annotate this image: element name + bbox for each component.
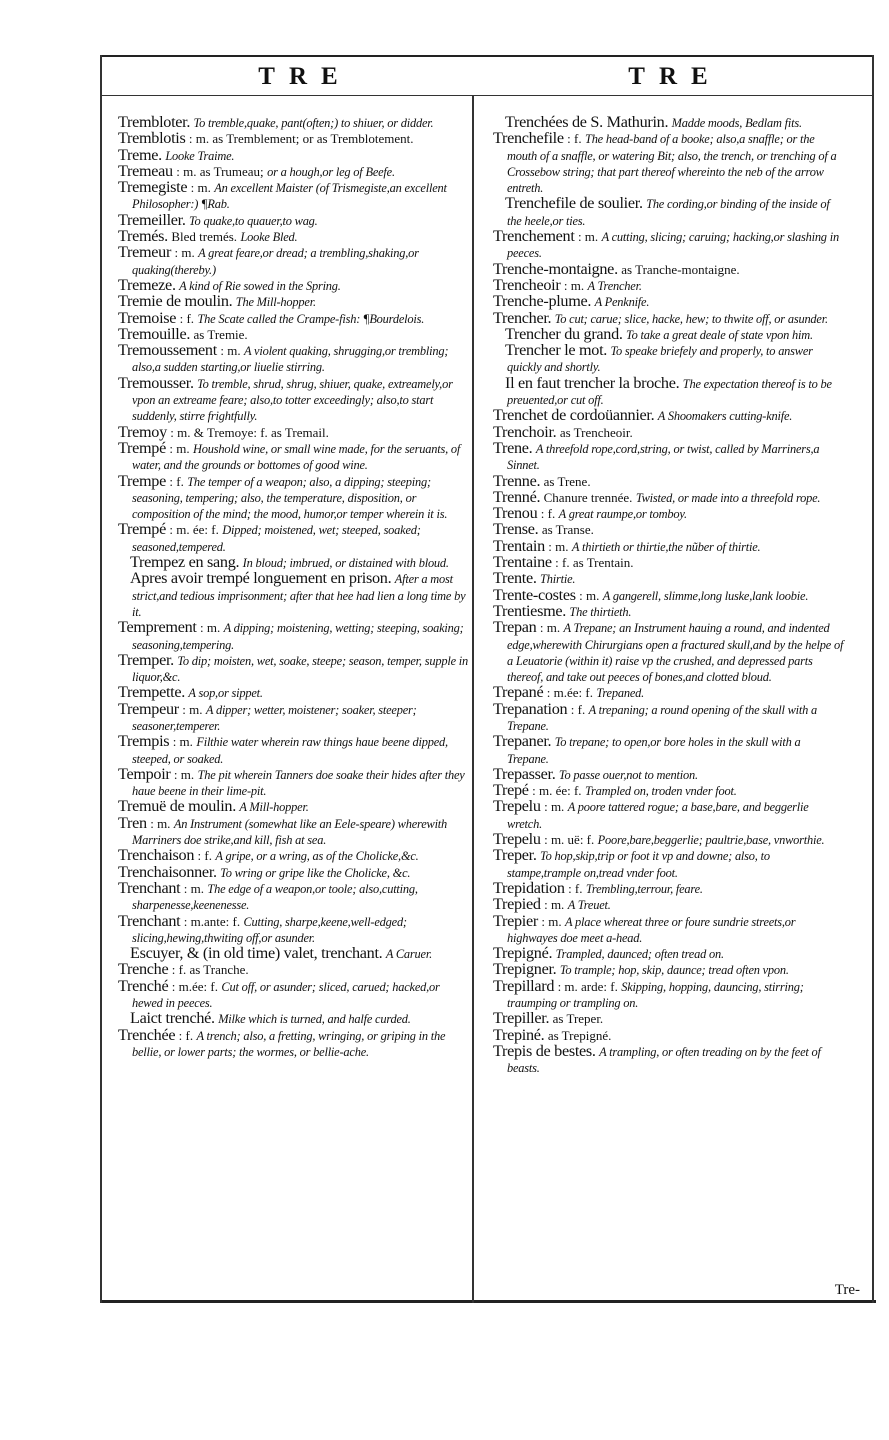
grammar-note: : m. <box>577 229 599 245</box>
dictionary-entry <box>118 1025 468 1061</box>
dictionary-entry <box>118 911 468 947</box>
dictionary-entry <box>493 764 845 783</box>
definition: The pit wherein Tanners doe soake their hides after they haue beene in their lime-pit. <box>132 767 465 799</box>
headword: Trentaine <box>493 553 552 572</box>
grammar-note: : f. <box>570 701 586 717</box>
headword: Trenchaison <box>118 846 195 865</box>
headword: Treme. <box>118 145 162 164</box>
definition: To hop,skip,trip or foot it vp and downe; also, to stampe,trample on,tread vnder foot. <box>507 849 770 880</box>
dictionary-entry <box>118 734 468 767</box>
running-head-right: TRE <box>628 63 722 90</box>
bottom-rule <box>102 1300 876 1303</box>
definition: Trepaned. <box>596 686 645 701</box>
left-rule <box>100 55 102 1303</box>
definition: To passe ouer,not to mention. <box>558 767 698 782</box>
dictionary-entry <box>118 471 468 523</box>
headword: Trense. <box>493 520 539 539</box>
definition: To cut; carue; slice, hacke, hew; to thwite off, or asunder. <box>554 311 828 326</box>
definition: Twisted, or made into a threefold rope. <box>635 490 821 505</box>
headword: Tremés. <box>118 227 168 246</box>
headword: Trentiesme. <box>493 601 566 620</box>
definition: Poore,bare,beggerlie; paultrie,base, vnworthie. <box>597 833 825 848</box>
dictionary-entry <box>118 210 468 229</box>
grammar-note: : f. <box>197 848 212 864</box>
sub-entry <box>493 373 845 409</box>
headword: Trentain <box>493 536 545 555</box>
dictionary-entry <box>118 620 468 653</box>
sub-entry <box>118 571 468 620</box>
definition: Trembling,terrour, feare. <box>585 881 703 896</box>
grammar-note: : f. <box>179 310 195 326</box>
definition: The temper of a weapon; also, a dipping; steeping; seasoning, tempering; also, the temperature, disposition, or composition of the mind; the mood, humor,or temper wherein it is. <box>132 474 448 522</box>
grammar-note: : f. <box>568 880 583 896</box>
grammar-note: Chanure trennée. <box>543 489 633 505</box>
definition: Dipped; moistened, wet; steeped, soaked; seasoned,tempered. <box>132 523 421 554</box>
definition: The edge of a weapon,or toole; also,cutting, sharpenesse,keenenesse. <box>132 881 418 913</box>
headword: Trepier <box>493 911 538 930</box>
headword: Trepiller. <box>493 1009 550 1028</box>
dictionary-entry <box>493 699 845 735</box>
headword: Laict trenché. <box>130 1009 215 1028</box>
headword: Tempoir <box>118 764 171 783</box>
headword: Il en faut trencher la broche. <box>505 373 680 392</box>
headword: Trenchant <box>118 878 181 897</box>
definition: In bloud; imbrued, or distained with bloud. <box>242 556 449 571</box>
grammar-note: : m. <box>544 799 565 815</box>
headword: Trempette. <box>118 683 185 702</box>
grammar-note: : m. arde: f. <box>557 978 618 994</box>
definition: Trampled, daunced; often tread on. <box>555 947 724 962</box>
grammar-note: : m. ée: f. <box>169 522 219 538</box>
dictionary-entry <box>118 699 468 735</box>
definition: Thirtie. <box>540 572 576 587</box>
grammar-note: : m. <box>544 897 565 913</box>
headword: Trepigné. <box>493 944 553 963</box>
grammar-note: : m. <box>579 587 600 603</box>
dictionary-entry <box>118 976 468 1012</box>
headword: Trenchet de cordoüannier. <box>493 406 655 425</box>
grammar-note: : m. <box>150 815 171 831</box>
grammar-note: : m. <box>220 343 241 359</box>
grammar-note: : m. <box>541 913 562 929</box>
dictionary-entry <box>493 911 845 947</box>
dictionary-entry <box>118 962 468 978</box>
definition: Madde moods, Bedlam fits. <box>671 116 802 130</box>
grammar-note: : m. <box>190 180 211 196</box>
definition: Trampled on, troden vnder foot. <box>584 784 737 799</box>
headword: Trepé <box>493 781 529 800</box>
headword: Trepidation <box>493 878 565 897</box>
headword: Trenché <box>118 976 169 995</box>
definition: Houshold wine, or small wine made, for the seruants, of water, and the grounds or bottomes of good wine. <box>132 441 461 473</box>
headword: Trenchement <box>493 227 575 246</box>
headword: Trempeur <box>118 699 179 718</box>
headword: Tremouille. <box>118 324 191 343</box>
dictionary-entry <box>493 976 845 1012</box>
dictionary-entry <box>493 799 845 832</box>
definition: A trepaning; a round opening of the skull with a Trepane. <box>507 702 818 733</box>
headword: Trepelu <box>493 830 541 849</box>
definition: To speake briefely and properly, to answer quickly and shortly. <box>507 344 813 375</box>
dictionary-entry <box>493 487 845 506</box>
left-column <box>118 115 468 1060</box>
headword: Trenche-montaigne. <box>493 259 618 278</box>
dictionary-entry <box>118 650 469 686</box>
headword: Tremoussement <box>118 341 217 360</box>
headword: Trenne. <box>493 471 541 490</box>
definition: The Scate called the Crampe-fish: ¶Bourdelois. <box>197 311 425 326</box>
definition: Looke Bled. <box>240 230 298 245</box>
headword: Trepis de bestes. <box>493 1041 596 1060</box>
dictionary-entry <box>493 522 845 538</box>
dictionary-entry <box>118 522 468 555</box>
headword: Tremeur <box>118 243 172 262</box>
headword: Trencher le mot. <box>505 341 608 360</box>
definition: To quake,to quauer,to wag. <box>189 213 318 228</box>
definition: To trample; hop, skip, daunce; tread often vpon. <box>559 963 789 978</box>
headword: Trepiné. <box>493 1025 545 1044</box>
definition: After a most strict,and tedious imprisonment; after that hee had lien a long time by it. <box>132 572 466 619</box>
grammar-note: : m. <box>174 245 195 261</box>
grammar-note: : m. & Tremoye: f. as Tremail. <box>170 424 329 440</box>
headword: Trente. <box>493 569 537 588</box>
dictionary-entry <box>493 601 845 620</box>
headword: Trempé <box>118 520 166 539</box>
grammar-note: : m. ée: f. <box>532 783 582 799</box>
headword: Tremegiste <box>118 178 188 197</box>
headword: Trenchaisonner. <box>118 862 217 881</box>
grammar-note: as Trepigné. <box>547 1027 612 1043</box>
headword: Tremblotis <box>118 129 186 148</box>
grammar-note: : m. <box>173 766 195 782</box>
headword: Trenchefile <box>493 129 564 148</box>
dictionary-entry <box>118 245 468 278</box>
grammar-note: : m. <box>169 440 190 456</box>
headword: Trepied <box>493 895 541 914</box>
grammar-note: : m.ante: f. <box>183 913 241 929</box>
grammar-note: : m. <box>539 620 561 636</box>
headword: Trencher du grand. <box>505 324 623 343</box>
definition: To tremble,quake, pant(often;) to shiuer, or didder. <box>193 116 434 130</box>
headword: Tremblоter. <box>118 113 191 131</box>
headword: Trepillard <box>493 976 555 995</box>
headword: Trencheoir <box>493 275 561 294</box>
headword: Tremuë de moulin. <box>118 797 236 816</box>
headword: Tremoise <box>118 308 177 327</box>
definition: A trench; also, a fretting, wringing, or griping in the bellie, or lower parts; the wormes, or bellie-ache. <box>132 1028 446 1059</box>
headword: Trenchant <box>118 911 181 930</box>
definition: Looke Traime. <box>165 148 235 163</box>
dictionary-entry <box>493 734 845 767</box>
grammar-note: : f. <box>567 131 582 147</box>
definition: A sop,or sippet. <box>188 686 263 701</box>
grammar-note: as Trene. <box>543 473 591 489</box>
definition: To wring or gripe like the Cholicke, &c. <box>220 865 411 880</box>
headword: Temprement <box>118 618 197 637</box>
definition: A thirtieth or thirtie,the nũber of thirtie. <box>571 539 761 554</box>
catchword: Tre- <box>834 1282 860 1298</box>
headword: Trepigner. <box>493 960 557 979</box>
grammar-note: : f. as Trentain. <box>555 555 634 571</box>
dictionary-entry <box>118 180 468 213</box>
dictionary-entry <box>118 764 468 800</box>
definition: A kind of Rie sowed in the Spring. <box>179 278 341 293</box>
headword: Trempe <box>118 471 166 490</box>
grammar-note: : f. <box>178 1027 194 1043</box>
definition: A cutting, slicing; caruing; hacking,or slashing in peeces. <box>507 230 839 261</box>
definition: The Mill-hopper. <box>235 295 316 310</box>
dictionary-entry <box>493 620 845 685</box>
dictionary-entry <box>493 1041 845 1077</box>
grammar-note: : m. <box>548 538 569 554</box>
definition: To trepane; to open,or bore holes in the skull with a Trepane. <box>507 735 801 766</box>
dictionary-entry <box>493 555 845 571</box>
headword: Trenche-plume. <box>493 292 592 311</box>
grammar-note: : m. <box>183 880 204 896</box>
dictionary-entry <box>118 422 468 441</box>
definition: An Instrument (somewhat like an Eele-speare) wherewith Marriners doe strike,and kill, fish at sea. <box>132 816 448 848</box>
dictionary-entry <box>493 422 845 441</box>
running-head-left: TRE <box>258 63 352 90</box>
dictionary-entry <box>493 897 845 913</box>
headword: Treper. <box>493 846 537 865</box>
definition: To take a great deale of state vpon him. <box>626 327 813 342</box>
sub-entry <box>493 343 845 376</box>
dictionary-entry <box>118 373 468 425</box>
dictionary-entry <box>493 471 845 490</box>
definition: A Caruer. <box>385 947 432 962</box>
headword: Trepan <box>493 618 537 637</box>
headword: Trenchoir. <box>493 422 557 441</box>
headword: Trepanation <box>493 699 568 718</box>
definition: or a hough,or leg of Beefe. <box>267 164 395 179</box>
headword: Tremousser. <box>118 373 194 392</box>
headword: Tremeze. <box>118 275 176 294</box>
grammar-note: Bled tremés. <box>171 229 238 245</box>
headword: Trenchefile de soulier. <box>505 194 643 213</box>
headword: Tren <box>118 813 147 832</box>
definition: Skipping, hopping, dauncing, stirring; traumping or trampling on. <box>507 979 804 1011</box>
definition: The head-band of a booke; also,a snaffle; or the mouth of a snaffle, or watering Bit; also, the trench, or trenching of a Crossebow string; that part thereof whereinto the neb of the arrow entreth. <box>507 132 837 196</box>
definition: Cut off, or asunder; sliced, carued; hacked,or hewed in peeces. <box>132 979 440 1011</box>
definition: A Shoomakers cutting-knife. <box>657 409 793 424</box>
dictionary-entry <box>118 878 468 914</box>
dictionary-entry <box>493 131 845 196</box>
grammar-note: : m. as Trumeau; <box>176 163 264 179</box>
grammar-note: : m.ée: f. <box>171 978 218 994</box>
definition: Milke which is turned, and halfe curded. <box>218 1012 411 1027</box>
header-rule <box>102 95 874 96</box>
grammar-note: as Transe. <box>541 522 594 538</box>
grammar-note: : m. uë: f. <box>544 832 595 848</box>
definition: Cutting, sharpe,keene,well-edged; slicing,hewing,thwiting off,or asunder. <box>132 914 407 945</box>
dictionary-entry <box>118 438 468 474</box>
grammar-note: as Tremie. <box>193 326 248 342</box>
grammar-note: as Tranche-montaigne. <box>621 261 740 277</box>
dictionary-entry <box>118 131 468 147</box>
definition: To tremble, shrud, shrug, shiuer, quake, extreamely,or vpon an extreame feare; also,to totter exceedingly; also,to start suddenly, stirre frightfully. <box>132 376 453 424</box>
grammar-note: : f. <box>169 473 184 489</box>
definition: A great feare,or dread; a trembling,shaking,or quaking(thereby.) <box>132 246 419 277</box>
headword: Trempez en sang. <box>130 553 240 572</box>
definition: A dipper; wetter, moistener; soaker, steeper; seasoner,temperer. <box>132 702 417 733</box>
headword: Trempis <box>118 732 170 751</box>
definition: A dipping; moistening, wetting; steeping, soaking; seasoning,tempering. <box>132 621 464 652</box>
sub-entry <box>118 946 468 962</box>
grammar-note: : f. <box>540 506 556 522</box>
definition: A Penknife. <box>594 295 650 310</box>
column-divider <box>472 95 474 1303</box>
headword: Tremper. <box>118 650 174 669</box>
sub-entry <box>493 196 845 229</box>
right-column <box>493 115 845 1077</box>
headword: Trempé <box>118 438 166 457</box>
headword: Tremie de moulin. <box>118 292 233 311</box>
grammar-note: as Trencheoir. <box>559 424 633 440</box>
headword: Trenou <box>493 504 538 523</box>
grammar-note: : m.ée: f. <box>546 685 593 701</box>
headword: Tremeau <box>118 161 173 180</box>
definition: A Mill-hopper. <box>239 800 309 815</box>
definition: A Treuet. <box>567 898 611 913</box>
headword: Trepelu <box>493 797 541 816</box>
dictionary-entry <box>493 1011 845 1027</box>
headword: Trenche <box>118 960 169 979</box>
definition: A violent quaking, shrugging,or trembling; also,a sudden starting,or liuelie stirring. <box>132 344 449 375</box>
dictionary-entry <box>118 799 468 815</box>
definition: Filthie water wherein raw things haue beene dipped, steeped, or soaked. <box>132 735 448 766</box>
headword: Tremoy <box>118 422 167 441</box>
headword: Trencher. <box>493 308 552 327</box>
dictionary-entry <box>493 229 845 262</box>
definition: A great raumpe,or tomboy. <box>558 507 687 522</box>
headword: Escuyer, & (in old time) valet, trenchant. <box>130 944 383 963</box>
headword: Trepané <box>493 683 544 702</box>
definition: A threefold rope,cord,string, or twist, called by Marriners,a Sinnet. <box>507 441 820 473</box>
grammar-note: as Treper. <box>552 1011 604 1027</box>
grammar-note: : m. <box>199 620 221 636</box>
dictionary-page <box>100 55 878 1308</box>
definition: An excellent Maister (of Trismegiste,an excellent Philosopher:) ¶Rab. <box>132 181 447 212</box>
definition: A gangerell, slimme,long luske,lank loobie. <box>602 588 809 603</box>
definition: A Trencher. <box>587 278 642 293</box>
definition: A poore tattered rogue; a base,bare, and beggerlie wretch. <box>507 800 809 831</box>
definition: A gripe, or a wring, as of the Cholicke,&c. <box>215 849 419 864</box>
headword: Trenchée <box>118 1025 176 1044</box>
definition: To dip; moisten, wet, soake, steepe; season, temper, supple in liquor,&c. <box>132 653 469 685</box>
dictionary-entry <box>493 848 845 881</box>
grammar-note: : m. <box>563 277 585 293</box>
definition: The expectation thereof is to be preuented,or cut off. <box>507 376 832 408</box>
grammar-note: : f. as Tranche. <box>171 962 249 978</box>
grammar-note: : m. as Tremblement; or as Tremblotement. <box>188 131 414 147</box>
dictionary-entry <box>493 878 845 897</box>
headword: Trente-costes <box>493 585 576 604</box>
headword: Trepasser. <box>493 764 556 783</box>
dictionary-entry <box>493 783 845 799</box>
definition: A Trepane; an Instrument hauing a round, and indented edge,wherewith Chirurgians open a fractured skull,and by the helpe of a Leuatorie (within it) raise vp the crushed, and depressed parts thereof, and take out peeces of bones,and clotted bloud. <box>507 621 844 685</box>
headword: Apres avoir trempé longuement en prison. <box>130 569 392 588</box>
headword: Trenchées de S. Mathurin. <box>505 113 669 131</box>
definition: A trampling, or often treading on by the feet of beasts. <box>507 1044 821 1076</box>
definition: A place whereat three or foure sundrie streets,or highwayes doe meet a-head. <box>507 914 796 945</box>
definition: The thirtieth. <box>569 604 632 619</box>
dictionary-entry <box>493 832 845 848</box>
dictionary-entry <box>493 438 845 474</box>
headword: Trene. <box>493 438 533 457</box>
headword: Trepaner. <box>493 732 552 751</box>
dictionary-entry <box>118 813 468 849</box>
definition: The cording,or binding of the inside of the heele,or ties. <box>507 197 830 228</box>
grammar-note: : m. <box>172 734 193 750</box>
top-rule <box>102 55 874 57</box>
dictionary-entry <box>493 506 845 522</box>
headword: Trenné. <box>493 487 541 506</box>
headword: Tremeiller. <box>118 210 186 229</box>
grammar-note: : m. <box>182 701 203 717</box>
right-rule <box>872 55 874 1303</box>
dictionary-entry <box>118 343 468 376</box>
